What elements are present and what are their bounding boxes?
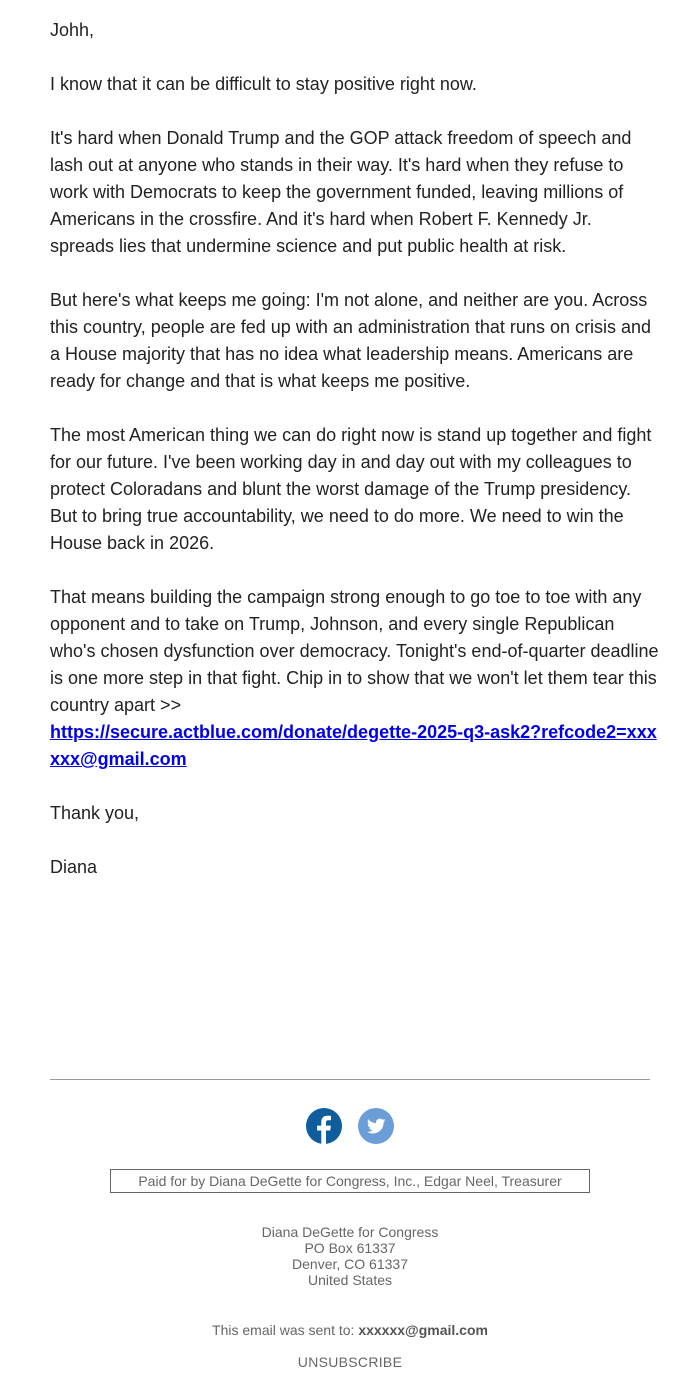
facebook-icon[interactable] [306, 1108, 342, 1144]
donate-link[interactable]: https://secure.actblue.com/donate/degette-2025-q3-ask2?refcode2=xxxxxx@gmail.com [50, 722, 657, 769]
footer-divider [50, 1079, 650, 1080]
unsubscribe-link[interactable]: UNSUBSCRIBE [297, 1354, 403, 1370]
address-po-box: PO Box 61337 [304, 1240, 396, 1256]
paid-for-disclaimer: Paid for by Diana DeGette for Congress, Inc., Edgar Neel, Treasurer [110, 1169, 590, 1193]
donate-link-wrapper [50, 719, 660, 773]
twitter-icon[interactable] [358, 1108, 394, 1144]
paragraph: I know that it can be difficult to stay positive right now. [50, 74, 477, 94]
signature: Diana [50, 857, 98, 877]
email-body [50, 17, 660, 908]
social-links [0, 1108, 700, 1144]
paragraph: The most American thing we can do right now is stand up together and fight for our future. I've been working day in and day out with my colleagues to protect Coloradans and blunt the worst damage of the Trump presidency. But to bring true accountability, we need to do more. We need to win the House back in 2026. [50, 425, 652, 553]
address-org: Diana DeGette for Congress [261, 1224, 439, 1240]
unsubscribe-container [0, 1353, 700, 1371]
paragraph: That means building the campaign strong enough to go toe to toe with any opponent and to take on Trump, Johnson, and every single Republican who's chosen dysfunction over democracy. Tonight's end-of-quarter deadline is one more step in that fight. Chip in to show that we won't let them tear this country apart >> [50, 587, 659, 715]
greeting: Johh, [50, 20, 95, 40]
mailing-address [0, 1224, 700, 1288]
address-city: Denver, CO 61337 [292, 1256, 408, 1272]
sent-to-email: xxxxxx@gmail.com [358, 1322, 488, 1338]
signoff: Thank you, [50, 803, 140, 823]
paragraph: It's hard when Donald Trump and the GOP attack freedom of speech and lash out at anyone who stands in their way. It's hard when they refuse to work with Democrats to keep the government funded, leaving millions of Americans in the crossfire. And it's hard when Robert F. Kennedy Jr. spreads lies that undermine science and put public health at risk. [50, 128, 632, 256]
address-country: United States [307, 1272, 393, 1288]
sent-to-notice [0, 1321, 700, 1339]
paragraph: But here's what keeps me going: I'm not alone, and neither are you. Across this country, people are fed up with an administration that runs on crisis and a House majority that has no idea what leadership means. Americans are ready for change and that is what keeps me positive. [50, 290, 651, 391]
sent-to-label: This email was sent to: [212, 1322, 359, 1338]
